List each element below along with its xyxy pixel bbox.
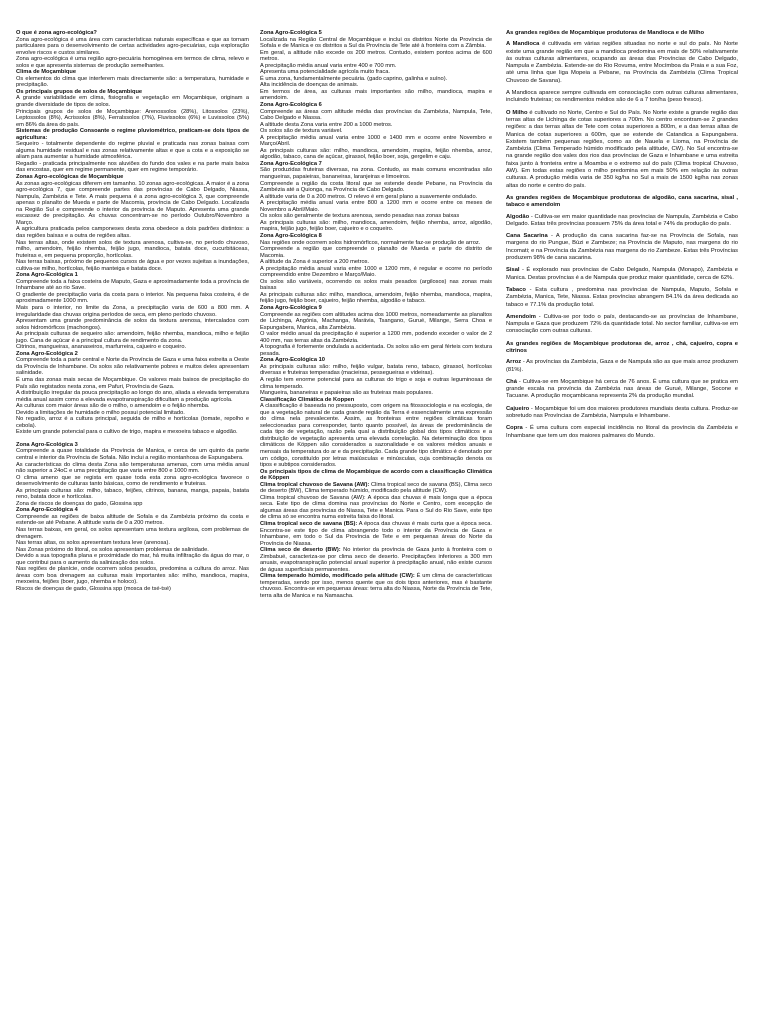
paragraph-text: é cultivado no Norte, Centro e Sul do País. No Norte existe a grande região das terras altas de Lichinga de cotas superiores a 700m. No centro encontram-se 2 grandes regiões: a das terras altas de Tete com cotas superiores a 800m, e a das terras altas de Manica de cotas superiores a 600m, que se estende de Catandica a Espungabera. Existem também pequenas regiões, como as de Nauela e Lioma, na Província de Zambézia (Clima Temperado húmido modificado pela altitude, CW). No Sul encontra-se na grande região dos vales dos rios das províncias de Gaza e Inhambane e uma estreita faixa junto à fronteira entre a Moamba e o extremo sul do país (Clima tropical Chuvoso, AW). Em todas estas regiões o milho predomina em mais 50% em relação às outras culturas. A produção média varia de 350 kg/ha no Sul a mais de 1500 kg/ha nas zonas altas do norte e centro do país.	[506, 109, 738, 189]
paragraph: Zona agro-ecológica é uma área com características naturais específicas e que as tornam particulares para o desenvolvimento de certas actividades agro-pecuárias, cuja exploração envolve riscos e custos similares.	[16, 36, 249, 56]
paragraph: A precipitação média anual varia entre 400 e 700 mm.	[260, 62, 397, 69]
term-label: Cana Sacarina	[506, 233, 548, 240]
paragraph	[260, 482, 492, 495]
paragraph: Nas terras baixas, em geral, os solos apresentam uma textura argilosa, com problemas de drenagem.	[16, 527, 249, 540]
paragraph	[506, 359, 738, 374]
section-heading: Classificação Climática de Koppen	[260, 396, 355, 403]
term-label: Cajueiro	[506, 405, 530, 412]
term-label: Clima seco de deserto (BW):	[260, 547, 341, 554]
term-label: O Milho	[506, 109, 528, 116]
column-2	[260, 30, 492, 1016]
paragraph: É uma das zonas mais secas de Moçambique. Os valores mais baixos de precipitação do País são registados nesta zona, em Pafuri, Província de Gaza.	[16, 376, 249, 390]
paragraph: O valor médio anual da precipitação é superior a 1200 mm, podendo exceder o valor de 2 400 mm, nas terras altas da Zambézia.	[260, 331, 492, 344]
paragraph: Compreende a região que compreende o planalto de Mueda e parte do distrito de Macomia.	[260, 246, 492, 259]
paragraph: Compreende a quase totalidade da Província de Manica, e cerca de um quinto da parte central e interior da Província de Sofala. Não inclui a região montanhosa de Espungabera.	[16, 448, 249, 461]
paragraph-text: - Cultiva-se em Moçambique há cerca de 76 anos. É uma cultura que se pratica em grande escala na província da Zambézia nas áreas de Gurué, Milange, Socone e Tacuane. A produção moçambicana representa 2% da produção mundial.	[506, 378, 738, 400]
paragraph: Apresentam uma grande predominância de solos da textura arenosa, intercalados com solos hidromórficos (machongos).	[16, 318, 249, 331]
term-label: Algodão	[506, 213, 530, 220]
section-heading: As grandes regiões de Moçambique produtoras de, arroz , chá, cajueiro, copra e citrinos	[506, 340, 738, 354]
paragraph: A Mandioca aparece sempre cultivada em consociação com outras culturas alimentares, incluindo fruteiras; os rendimentos médios são de 6 a 7 ton/ha (peso fresco).	[506, 90, 738, 104]
section-heading: Zona Agro-Ecológica 10	[260, 357, 325, 364]
paragraph: Os solos são de textura variável.	[260, 128, 343, 135]
term-label: Clima temperado húmido, modificado pela altitude (CW):	[260, 573, 415, 580]
paragraph: O gradiente de precipitação varia da costa para o interior. Na pequena faixa costeira, é de aproximadamente 1000 mm.	[16, 291, 249, 305]
term-label: Sisal	[506, 267, 520, 274]
section-heading: Zona Agro-Ecológica 9	[260, 304, 322, 311]
paragraph: Zona de riscos de doenças do gado, Glossina spp	[16, 500, 143, 507]
paragraph: Nas terras baixas, próximo de pequenos cursos de água e por vezes sujeitas a inundações, cultiva-se milho, hortícolas, feijão manteiga e batata doce.	[16, 259, 249, 272]
section-heading: Os principais grupos de solos de Moçambique	[16, 88, 143, 95]
paragraph: A classificação é baseada no pressuposto, com origem na fitossociologia e na ecologia, de que a vegetação natural de cada grande região da Terra é essencialmente uma expressão do clima nela prevalecente. Assim, as fronteiras entre regiões climáticas foram seleccionadas para corresponder, tanto quanto possível, às áreas de predominância de cada tipo de vegetação, razão pela qual a distribuição global dos tipos climáticos e a distribuição de vegetação apresenta uma elevada correlação. Na determinação dos tipos climáticos de Köppen são considerados a sazonalidade e os valores médios anuais e mensais da temperatura do ar e da precipitação. Cada grande tipo climático é denotado por um código, constituído por letras maiúsculas e minúsculas, cuja combinação denota os tipos e subtipos considerados.	[260, 403, 492, 469]
paragraph-text: - Cultiva-se por todo o país, destacando-se as províncias de Inhambane, Nampula e Gaza que produzem 72% da quantidade total. No sector familiar, cultiva-se em consociação com outras culturas.	[506, 313, 738, 335]
section-heading: Zona Agro-Ecológica 6	[260, 102, 322, 109]
paragraph: Os solos são variáveis, ocorrendo os solos mais pesados (argilosos) nas zonas mais baixas	[260, 278, 492, 292]
paragraph	[506, 406, 738, 421]
paragraph: Principais grupos de solos de Moçambique: Arenossolos (28%), Litossolos (23%), Leptossolos (8%), Acrissolos (8%), Ferralssolos (7%), Fluvissolos (6%) e Luvissolos (5%) em 86% da área do país.	[16, 108, 249, 128]
section-heading: Zona Agro-Ecológica 5	[260, 30, 322, 36]
paragraph: Zona agro-ecológica é uma região agro-pecuária homogénea em termos de clima, relevo e solos e que apresenta sistemas de produção semelhantes.	[16, 56, 249, 69]
paragraph: Regadio - praticada principalmente nos aluviões do fundo dos vales e na parte mais baixa das encostas, quer em regime permanente, quer em regime temporário.	[16, 160, 249, 174]
paragraph: As principais culturas são: milho, tabaco, feijões, citrinos, banana, manga, papaia, batata reno, batata doce e hortícolas.	[16, 487, 249, 501]
paragraph	[260, 521, 492, 547]
paragraph: As principais culturas de sequeiro são: amendoim, feijão nhemba, mandioca, milho e feijão jugo. Cana de açúcar é a principal cultura de rendimento da zona.	[16, 331, 249, 344]
paragraph: Apresenta uma potencialidade agrícola muito fraca.	[260, 69, 390, 76]
paragraph-text: Clima tropical seco de savana (BS), Clima seco de deserto (BW), Clima temperado húmido, modificado pela altitude (CW).	[260, 481, 492, 495]
paragraph: A região tem enorme potencial para as culturas do trigo e soja e outras leguminosas de clima temperado.	[260, 376, 492, 390]
paragraph: A distribuição irregular da pouca precipitação ao longo do ano, aliada a elevada temperatura média anual assim como a elevada evapotranspiração dificultam a produção agrícola.	[16, 390, 249, 403]
term-label: Amendoim	[506, 313, 536, 320]
section-heading: O que é zona agro-ecológica?	[16, 30, 97, 36]
paragraph: A grande variabilidade em clima, fisiografia e vegetação em Moçambique, originam a grande diversidade de tipos de solos.	[16, 95, 249, 109]
paragraph	[506, 267, 738, 282]
paragraph: É uma zona, fundamentalmente pecuária. (gado caprino, galinha e suíno).	[260, 75, 448, 82]
term-label: Arroz	[506, 359, 522, 366]
paragraph: Mangueira, bananeiras e papaieiras são as fruteiras mais populares.	[260, 390, 433, 397]
paragraph-text: - As províncias da Zambézia, Gaza e de Nampula são as que mais arroz produzem (81%).	[506, 359, 738, 373]
paragraph: Devido a sua topografia plana e proximidade do mar, há muita infiltração da água do mar, o que contribui para o aumento da salinização dos solos.	[16, 553, 249, 566]
paragraph	[506, 233, 738, 262]
paragraph-text: É um clima de características temperadas, sendo por isso, menos quente que os dois tipos anteriores, mas é bastante chuvoso. Encontra-se em pequenas áreas: terra alta do Niassa, Norte da Província de Tete, terra alta de Manica e na Namaacha.	[260, 573, 492, 600]
paragraph: O clima ameno que se regista em quase toda esta zona agro-ecológica favorece o desenvolvimento de culturas tanto básicas, como de rendimento e fruteiras.	[16, 474, 249, 488]
section-heading: Zona Agro-Ecológica 8	[260, 232, 322, 239]
section-heading: Sistemas de produção Consoante o regime pluviométrico, praticam-se dois tipos de agricultura:	[16, 128, 249, 141]
paragraph	[260, 547, 492, 573]
paragraph: A precipitação média anual varia entre 800 a 1200 mm e ocorre entre os meses de Novembro a Abril/Maio.	[260, 200, 492, 213]
paragraph: Mais para o interior, no limite da Zona, a precipitação varia de 600 a 800 mm. A irregularidade das chuvas origina períodos de seca, em pleno período chuvoso.	[16, 304, 249, 318]
paragraph: A altitude da Zona é superior a 200 metros.	[260, 259, 370, 266]
paragraph: Alta incidência de doenças de animais.	[260, 82, 359, 89]
paragraph-text: No interior da província de Gaza junto à fronteira com o Zimbabué, caracteriza-se por clima seco de deserto. Precipitações inferiores a 300 mm anuais, evapotranspiração potencial anual superior à precipitação anual, não existe cursos de águas superficiais permanentes.	[260, 547, 492, 573]
paragraph: Os elementos do clima que interferem mais directamente são: a temperatura, humidade e precipitação.	[16, 75, 249, 89]
section-heading: As grandes regiões de Moçambique produtoras de algodão, cana sacarina, sisal , tabaco e amendoim	[506, 194, 738, 209]
paragraph: As principais culturas são: milho, mandioca, amendoim, mapira, feijão nhemba, arroz, algodão, tabaco, cana de açúcar, girassol, feijão boer, soja, gergelim e caju.	[260, 147, 492, 161]
paragraph: As zonas agro-ecológicas diferem em tamanho. 10 zonas agro-ecológicas. A maior é a zona agro-ecológica 7, que compreende partes das províncias de Cabo Delgado, Niassa, Nampula, Zambézia e Tete. A mais pequena é a zona agro-ecológica 3, que compreende apenas o planalto de Mueda e parte de Macomia, província de Cabo Delgado. Localizada na Região Sul e compreende o interior da província de Maputo. Apresenta uma grande escassez de precipitação. As chuvas concentram-se no período Outubro/Novembro a Março.	[16, 180, 249, 226]
paragraph	[506, 379, 738, 401]
paragraph: Compreende a região da costa litoral que se estende desde Pebane, na Província da Zambézia até a Quionga, na Província de Cabo Delgado.	[260, 180, 492, 194]
paragraph-text: - É uma cultura com especial incidência no litoral da província da Zambézia e Inhambane que tem um dos maiores palmares do Mundo.	[506, 425, 738, 439]
paragraph	[506, 214, 738, 229]
paragraph: A precipitação média anual varia entre 1000 e 1400 mm e ocorre entre Novembro e Março/Abril.	[260, 134, 492, 148]
paragraph: As principais culturas são: milho, mandioca, amendoim, feijão nhemba, mandioca, mapira, feijão jugo, feijão boer, cajueiro, feijão nhemba, algodão e tabaco.	[260, 291, 492, 305]
term-label: A Mandioca	[506, 41, 540, 48]
paragraph: Compreende toda a parte central e Norte da Província de Gaza e uma faixa estreita a Oeste da Província de Inhambane. Os solos são relativamente pobres e muitos deles apresentam salinidade.	[16, 357, 249, 377]
paragraph: São produzidas fruteiras diversas, na zona. Contudo, as mais comuns encontradas são mangueiras, papaieiras, bananeiras, laranjeiras e limoeiros.	[260, 167, 492, 181]
paragraph-text: - Esta cultura , predomina nas províncias de Nampula, Maputo, Sofala e Zambézia, Manica, Tete, Niassa. Estas províncias abrangem 84.1% da área dedicada ao tabaco e 77.1% da produção total.	[506, 286, 738, 308]
section-heading: Zonas Agro-ecológicas de Moçambique	[16, 174, 124, 181]
term-label: Chá	[506, 378, 517, 385]
paragraph: A topografia é fortemente ondulada a acidentada. Os solos são em geral férteis com textura pesada.	[260, 344, 492, 357]
paragraph: As principais culturas são: milho, mandioca, amendoim, feijão nhemba, arroz, algodão, mapira, feijão jugo, feijão boer, cajueiro e o coqueiro.	[260, 219, 492, 233]
paragraph	[260, 573, 492, 599]
paragraph: Nas terras altas, onde existem solos de textura arenosa, cultiva-se, no período chuvoso, milho, amendoim, feijão nhemba, feijão jugo, mandioca, batata doce, cucurbitáceas, fruteiras e, em pequena proporção, hortícolas.	[16, 239, 249, 259]
paragraph: Nas Zonas próximo do litoral, os solos apresentam problemas de salinidade.	[16, 546, 209, 553]
paragraph-text: é cultivada em várias regiões situadas no norte e sul do país. No Norte existe uma grande região em que a mandioca predomina em mais de 50% relativamente às outras culturas alimentares, ocupando as áreas das Províncias de Cabo Delgado, Nampula e Zambézia. Estende-se do Rio Rovuma, entre Mocímboa da Praia e a sua Foz, até uma linha que liga Mopeia a Pebane, na Província da Zambézia (Clima Tropical Chuvoso de Savana).	[506, 41, 738, 84]
paragraph-text: - É explorado nas províncias de Cabo Delgado, Nampula (Monapo), Zambézia e Manica. Destas províncias é a de Nampula que produz maior quantidade, cerca de 62%.	[506, 267, 738, 281]
term-label: Tabaco	[506, 286, 526, 293]
paragraph: No regadio, arroz é a cultura principal, seguida de milho e hortícolas (tomate, repolho e cebola).	[16, 416, 249, 429]
paragraph	[506, 425, 738, 440]
column-3	[506, 30, 738, 1016]
paragraph: Nas regiões onde ocorrem solos hidromórficos, normalmente faz-se produção de arroz.	[260, 239, 481, 246]
paragraph: A agricultura praticada pelos camponeses desta zona obedece a dois padrões distintos: a das regiões baixas e a outra de regiões altas.	[16, 226, 249, 239]
section-heading: Zona Agro-Ecológica 2	[16, 350, 78, 357]
paragraph: Compreende as regiões de baixa altitude de Sofala e da Zambézia próximo da costa e estende-se até Pebane. A altitude varia de 0 a 200 metros.	[16, 513, 249, 527]
term-label: Copra	[506, 425, 523, 432]
section-heading: Zona Agro-Ecológica 4	[16, 507, 78, 514]
paragraph: A precipitação média anual varia entre 1000 e 1200 mm, é regular e ocorre no período compreendido entre Dezembro e Março/Maio.	[260, 265, 492, 279]
paragraph	[506, 314, 738, 336]
paragraph: As principais culturas são: milho, feijão vulgar, batata reno, tabaco, girassol, hortícolas diversas e fruteiras temperadas (macieiras, pessegueiras e videiras).	[260, 363, 492, 377]
paragraph: Em termos de área, as culturas mais importantes são milho, mandioca, mapira e amendoim.	[260, 88, 492, 102]
paragraph: Nas regiões de planície, onde ocorrem solos pesados, predomina a cultura do arroz. Nas áreas com boa drenagem as culturas mais importantes são: milho, mandioca, mapira, mexoeira, feijões (boer, jugo, nhemba e holoco).	[16, 566, 249, 586]
paragraph: Compreende toda a faixa costeira de Maputo, Gaza e aproximadamente toda a província de Inhambane até ao rio Save.	[16, 278, 249, 292]
column-1	[16, 30, 249, 1016]
paragraph: Nas terras altas, os solos apresentam textura leve (arenosa).	[16, 540, 170, 547]
paragraph: Compreende as regiões com altitudes acima dos 1000 metros, nomeadamente as planaltos de Lichinga, Angónia, Machanga, Marávia, Tsangano, Gurué, Milange, Serra Choa e Espungabera, Manica, alta Zambézia.	[260, 311, 492, 331]
paragraph	[506, 287, 738, 309]
paragraph: Localizada na Região Central de Moçambique e inclui os distritos Norte da Província de Sofala e de Manica e os distritos a Sul da Província de Tete até à fronteira com a Zâmbia.	[260, 36, 492, 50]
section-heading: Zona Agro-Ecológica 3	[16, 441, 78, 448]
paragraph: A altitude desta Zona varia entre 200 a 1000 metros.	[260, 121, 393, 128]
paragraph-text: - A produção da cana sacarina faz-se na Província de Sofala, nas margens do rio Pungue, Búzi e Zambeze; na Província de Maputo, nas margens do rio Incomati; e na Província da Zambézia nas margens do rio Zambeze. Estas três Províncias produzem 98% de cana sacarina.	[506, 233, 738, 262]
term-label: Clima tropical chuvoso de Savana (AW):	[260, 481, 370, 488]
section-heading: Zona Agro-Ecológica 7	[260, 160, 322, 167]
term-label: Clima tropical seco de savana (BS):	[260, 521, 358, 528]
paragraph: Clima tropical chuvoso de Savana (AW): A época das chuvas é mais longa que a época seca. Este tipo de clima domina nas províncias do Norte e Centro, com excepção de algumas áreas das províncias do Niassa, Tete e Manica. Para o Sul do Rio Save, este tipo de clima só se encontra numa estreita faixa do litoral.	[260, 494, 492, 521]
paragraph: As características do clima desta Zona são temperaturas amenas, com uma média anual não superior a 24oC e uma precipitação que varia entre 800 e 1000 mm.	[16, 461, 249, 475]
paragraph-text: - Cultiva-se em maior quantidade nas províncias de Nampula, Zambézia e Cabo Delgado. Estas três províncias possuem 75% da área total e 74% da produção do país.	[506, 213, 738, 227]
paragraph: Existe um grande potencial para o cultivo de trigo, mapira e mexoeira tabaco e algodão.	[16, 429, 238, 436]
section-heading: Clima de Moçambique	[16, 69, 77, 76]
paragraph: Compreende as áreas com altitude média das províncias da Zambézia, Nampula, Tete, Cabo Delgado e Niassa.	[260, 108, 492, 122]
section-heading: Zona Agro-Ecológica 1	[16, 272, 78, 279]
paragraph	[506, 41, 738, 85]
paragraph: Devido a limitações de humidade o milho possui potencial limitado.	[16, 409, 185, 416]
section-heading: Os principais tipos de clima de Moçambique de acordo com a classificação Climática de Köppen	[260, 468, 492, 482]
paragraph: Riscos de doenças de gado, Glossina spp (mosca de tsé-tsé)	[16, 585, 171, 592]
paragraph: Em geral, a altitude não excede os 200 metros. Contudo, existem pontos acima de 600 metros.	[260, 49, 492, 63]
paragraph: Os solos são geralmente de textura arenosa, sendo pesadas nas zonas baixas	[260, 213, 460, 220]
paragraph: A altitude varia de 0 a 200 metros. O relevo é em geral plano a suavemente ondulado.	[260, 193, 478, 200]
section-heading: As grandes regiões de Moçambique produtoras de Mandioca e de Milho	[506, 30, 705, 36]
paragraph: Sequeiro - totalmente dependente do regime pluvial e praticada nas zonas baixas com alguma humidade residual e nas zonas relativamente altas e que a cota e a exposição se aliam para aumentar a humidade atmosférica.	[16, 141, 249, 161]
paragraph: As culturas com maior áreas são de o milho, o amendoim e o feijão nhemba.	[16, 403, 210, 410]
paragraph-text: - Moçambique foi um dos maiores produtores mundiais desta cultura. Produz-se sobretudo nas Províncias de Zambézia, Nampula e Inhambane.	[506, 405, 738, 420]
paragraph: Citrinos, mangueiras, ananaseiros, marfurreira, cajueiro e coqueiro.	[16, 344, 187, 351]
paragraph-text: A época das chuvas é mais curta que a época seca. Encontra-se este tipo de clima abrangendo todo o interior da Província de Gaza e Inhambane, em todo o Sul da Província de Tete e em pequenas áreas do Norte da Província de Niassa.	[260, 521, 492, 547]
paragraph	[506, 110, 738, 190]
